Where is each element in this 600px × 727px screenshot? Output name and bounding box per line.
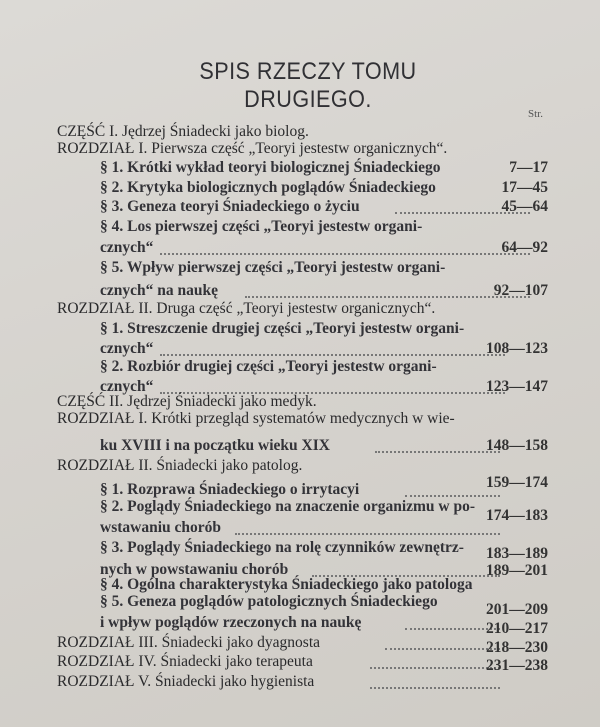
- toc-section-continuation: cznych“: [100, 378, 154, 395]
- toc-pages: 148—158: [486, 437, 548, 454]
- dot-leader: [385, 630, 500, 650]
- dot-leader: [370, 649, 500, 669]
- toc-section-continuation: wstawaniu chorób: [100, 519, 222, 536]
- toc-section-continuation: ku XVIII i na początku wieku XIX: [100, 437, 330, 454]
- toc-chapter-heading: ROZDZIAŁ III. Śniadecki jako dyagnosta: [57, 634, 321, 651]
- toc-pages: 123—147: [486, 378, 548, 395]
- toc-section-continuation: nych w powstawaniu chorób: [100, 561, 289, 578]
- dot-leader: [235, 515, 500, 535]
- toc-section: § 3. Poglądy Śniadeckiego na rolę czynników zewnętrz-: [100, 539, 464, 556]
- toc-section: § 4. Ogólna charakterystyka Śniadeckiego jako patologa: [100, 576, 473, 593]
- toc-pages: 189—201: [486, 562, 548, 579]
- toc-pages: 64—92: [501, 239, 548, 256]
- dot-leader: [160, 374, 505, 394]
- toc-section: § 2. Rozbiór drugiej części „Teoryi jestestw organi-: [100, 358, 437, 375]
- toc-pages: 201—209: [486, 601, 548, 618]
- toc-section: § 1. Streszczenie drugiej części „Teoryi jestestw organi-: [100, 320, 465, 337]
- dot-leader: [160, 336, 505, 356]
- pages-column-header: Str.: [528, 108, 543, 120]
- toc-section: § 5. Geneza poglądów patologicznych Śniadeckiego: [100, 593, 438, 610]
- toc-chapter-heading: ROZDZIAŁ II. Śniadecki jako patolog.: [57, 457, 303, 474]
- toc-chapter-heading: ROZDZIAŁ IV. Śniadecki jako terapeuta: [57, 653, 313, 670]
- toc-pages: 231—238: [486, 657, 548, 674]
- toc-pages: 210—217: [486, 620, 548, 637]
- dot-leader: [370, 669, 500, 689]
- dot-leader: [312, 557, 500, 577]
- toc-section: § 4. Los pierwszej części „Teoryi jestestw organi-: [100, 218, 423, 235]
- toc-pages: 7—17: [509, 159, 548, 176]
- toc-chapter-heading: ROZDZIAŁ V. Śniadecki jako hygienista: [57, 673, 315, 690]
- toc-chapter-heading: ROZDZIAŁ I. Pierwsza część „Teoryi jestestw organicznych“.: [57, 140, 448, 157]
- toc-pages: 183—189: [486, 545, 548, 562]
- toc-pages: 218—230: [486, 639, 548, 656]
- toc-section: § 1. Rozprawa Śniadeckiego o irrytacyi: [100, 481, 360, 498]
- toc-section-continuation: cznych“ na naukę: [100, 282, 218, 299]
- toc-section-continuation: cznych“: [100, 340, 154, 357]
- toc-section: § 1. Krótki wykład teoryi biologicznej Śniadeckiego: [100, 159, 441, 176]
- dot-leader: [245, 278, 530, 298]
- toc-pages: 108—123: [486, 340, 548, 357]
- toc-section: § 2. Krytyka biologicznych poglądów Śniadeckiego: [100, 179, 436, 196]
- toc-section: § 2. Poglądy Śniadeckiego na znaczenie organizmu w po-: [100, 498, 476, 515]
- toc-pages: 45—64: [501, 198, 548, 215]
- toc-pages: 159—174: [486, 474, 548, 491]
- dot-leader: [375, 433, 500, 453]
- toc-pages: 17—45: [501, 179, 548, 196]
- toc-chapter-heading: ROZDZIAŁ I. Krótki przegląd systematów medycznych w wie-: [57, 410, 455, 427]
- toc-section-continuation: cznych“: [100, 239, 154, 256]
- toc-pages: 174—183: [486, 507, 548, 524]
- page-title: SPIS RZECZY TOMU DRUGIEGO.: [199, 58, 417, 113]
- toc-part-heading: CZĘŚĆ I. Jędrzej Śniadecki jako biolog.: [57, 123, 309, 140]
- toc-section: § 5. Wpływ pierwszej części „Teoryi jestestw organi-: [100, 259, 446, 276]
- toc-part-heading: CZĘŚĆ II. Jędrzej Śniadecki jako medyk.: [57, 393, 317, 410]
- toc-section-continuation: i wpływ poglądów rzeczonych na naukę: [100, 614, 362, 631]
- toc-pages: 92—107: [493, 282, 548, 299]
- dot-leader: [160, 235, 530, 255]
- toc-section: § 3. Geneza teoryi Śniadeckiego o życiu: [100, 198, 360, 215]
- toc-chapter-heading: ROZDZIAŁ II. Druga część „Teoryi jestestw organicznych“.: [57, 300, 436, 317]
